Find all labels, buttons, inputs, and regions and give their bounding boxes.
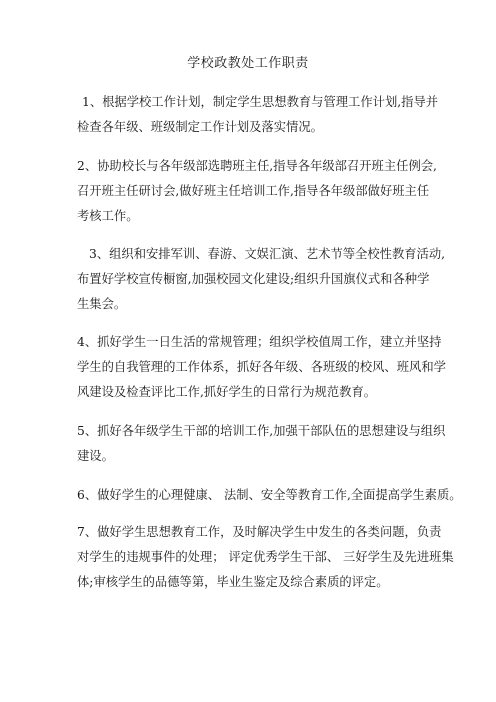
paragraph-5-line-2: 建设。 bbox=[77, 449, 114, 463]
paragraph-1-line-2: 检查各年级、班级制定工作计划及落实情况。 bbox=[77, 120, 323, 134]
paragraph-6-line-1: 6、做好学生的心理健康、 法制、安全等教育工作,全面提高学生素质。 bbox=[77, 488, 462, 502]
paragraph-7-line-2: 对学生的违规事件的处理； 评定优秀学生干部、 三好学生及先进班集 bbox=[77, 550, 454, 564]
paragraph-4-line-3: 风建设及检查评比工作,抓好学生的日常行为规范教育。 bbox=[77, 385, 377, 399]
paragraph-2-line-3: 考核工作。 bbox=[77, 209, 139, 223]
paragraph-7-line-1: 7、做好学生思想教育工作，及时解决学生中发生的各类问题，负责 bbox=[77, 525, 442, 539]
paragraph-7-line-3: 体;审核学生的品德等第，毕业生鉴定及综合素质的评定。 bbox=[77, 575, 389, 589]
document-title: 学校政教处工作职责 bbox=[187, 56, 309, 71]
paragraph-2-line-2: 召开班主任研讨会,做好班主任培训工作,指导各年级部做好班主任 bbox=[77, 184, 430, 198]
paragraph-4-line-1: 4、抓好学生一日生活的常规管理；组织学校值周工作，建立并坚持 bbox=[77, 335, 442, 349]
paragraph-1-line-1: 1、根据学校工作计划，制定学生思想教育与管理工作计划,指导并 bbox=[82, 95, 439, 109]
paragraph-3-line-3: 生集会。 bbox=[77, 297, 127, 311]
paragraph-3-line-1: 3、组织和安排军训、春游、文娱汇演、艺术节等全校性教育活动, bbox=[89, 247, 446, 261]
paragraph-3-line-2: 布置好学校宣传橱窗,加强校园文化建设;组织升国旗仪式和各种学 bbox=[77, 272, 430, 286]
paragraph-2-line-1: 2、协助校长与各年级部选聘班主任,指导各年级部召开班主任例会, bbox=[77, 159, 437, 173]
paragraph-5-line-1: 5、抓好各年级学生干部的培训工作,加强干部队伍的思想建设与组织 bbox=[77, 424, 446, 438]
paragraph-4-line-2: 学生的自我管理的工作体系，抓好各年级、各班级的校风、班风和学 bbox=[77, 360, 446, 374]
